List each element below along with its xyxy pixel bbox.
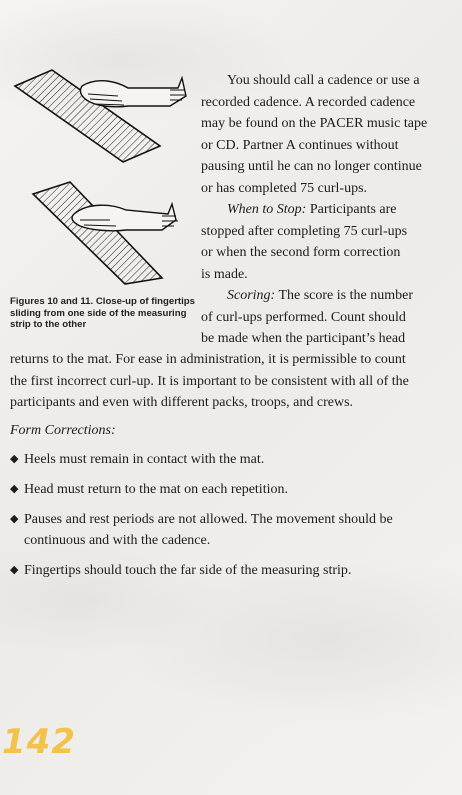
- when-to-stop-label: When to Stop:: [227, 202, 307, 217]
- text-line: recorded cadence. A recorded cadence: [201, 94, 416, 110]
- list-item: [10, 509, 450, 551]
- list-item: [10, 560, 450, 581]
- text-line: is made.: [201, 266, 248, 282]
- form-corrections-heading: [10, 420, 455, 442]
- when-to-stop-paragraph: [201, 199, 443, 285]
- diamond-bullet-icon: ◆: [10, 564, 19, 576]
- cadence-paragraph: [201, 70, 443, 199]
- scoring-paragraph: [201, 285, 443, 350]
- text-line: stopped after completing 75 curl-ups: [201, 223, 408, 239]
- scoring-continued-paragraph: [10, 349, 455, 414]
- diamond-bullet-icon: ◆: [10, 513, 19, 525]
- text-line: Participants are: [306, 202, 397, 217]
- text-line: or has completed 75 curl-ups.: [201, 180, 368, 196]
- bullet-text: Fingertips should touch the far side of the measuring strip.: [24, 563, 352, 578]
- diamond-bullet-icon: ◆: [10, 483, 19, 495]
- page-number: 142: [2, 722, 76, 762]
- list-item: [10, 449, 450, 470]
- text-line: the first incorrect curl-up. It is important to be consistent with all of the: [10, 373, 409, 389]
- text-line: be made when the participant’s head: [201, 331, 406, 346]
- figure-caption: Figures 10 and 11. Close-up of fingertips sliding from one side of the measuring strip to the other: [10, 296, 195, 330]
- text-line: You should call a cadence or use a: [227, 73, 420, 88]
- scoring-label: Scoring:: [227, 288, 276, 303]
- text-line: may be found on the PACER music tape: [201, 116, 428, 131]
- figure-11-illustration: [30, 180, 195, 285]
- text-line: or CD. Partner A continues without: [201, 137, 399, 153]
- bullet-text: Pauses and rest periods are not allowed. The movement should be continuous and with the cadence.: [24, 512, 393, 548]
- list-item: [10, 479, 450, 500]
- text-line: or when the second form correction: [201, 245, 401, 260]
- diamond-bullet-icon: ◆: [10, 453, 19, 465]
- text-line: of curl-ups performed. Count should: [201, 309, 406, 325]
- bullet-text: Heels must remain in contact with the mat.: [24, 452, 265, 467]
- text-line: The score is the number: [275, 288, 413, 303]
- text-line: participants and even with different packs, troops, and crews.: [10, 395, 354, 410]
- form-corrections-label: Form Corrections:: [10, 423, 116, 438]
- figure-10-illustration: [10, 68, 195, 168]
- bullet-text: Head must return to the mat on each repetition.: [24, 482, 288, 497]
- text-line: pausing until he can no longer continue: [201, 159, 422, 174]
- text-line: returns to the mat. For ease in administration, it is permissible to count: [10, 352, 406, 367]
